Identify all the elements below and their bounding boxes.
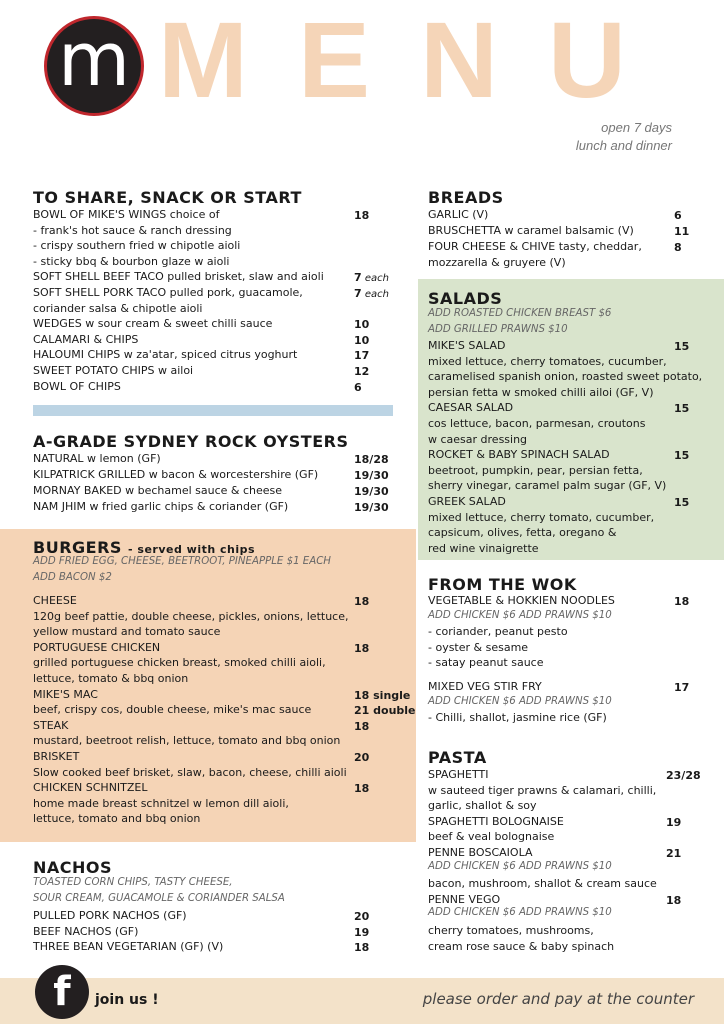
- list-item: lettuce, tomato & bbq onion: [33, 672, 189, 685]
- list-item: BOWL OF MIKE'S WINGS choice of: [33, 208, 220, 221]
- burgers-note: ADD FRIED EGG, CHEESE, BEETROOT, PINEAPPLE $1 EACH: [33, 556, 331, 567]
- page-title: MENU: [158, 0, 676, 120]
- item-price: 10: [354, 333, 370, 347]
- item-price: 19/30: [354, 485, 389, 498]
- list-item: - sticky bbq & bourbon glaze w aioli: [33, 254, 230, 268]
- item-price: 18: [354, 641, 370, 655]
- list-item: PENNE BOSCAIOLA: [428, 846, 533, 859]
- breads-heading: BREADS: [428, 188, 504, 207]
- list-item: BEEF NACHOS (GF): [33, 924, 139, 938]
- list-item: MORNAY BAKED w bechamel sauce & cheese: [33, 484, 283, 497]
- list-item: caramelised spanish onion, roasted sweet potato,: [428, 370, 703, 384]
- wok-option: - Chilli, shallot, jasmine rice (GF): [428, 711, 607, 724]
- join-us-link[interactable]: join us !: [95, 992, 159, 1008]
- wok-option: - oyster & sesame: [428, 641, 529, 654]
- item-price: 20: [354, 910, 370, 923]
- item-price: 7 each: [354, 271, 389, 285]
- wok-item-2-note: ADD CHICKEN $6 ADD PRAWNS $10: [428, 696, 612, 707]
- list-item: GARLIC (V): [428, 208, 489, 221]
- item-price: 21: [666, 847, 682, 860]
- nachos-heading: NACHOS: [33, 858, 113, 877]
- list-item: THREE BEAN VEGETARIAN (GF) (V): [33, 940, 224, 954]
- list-item: lettuce, tomato and bbq onion: [33, 812, 201, 826]
- item-price: 18: [354, 941, 370, 955]
- list-item: PENNE VEGO: [428, 892, 501, 906]
- list-item: PULLED PORK NACHOS (GF): [33, 909, 187, 922]
- item-price: 19/30: [354, 469, 389, 482]
- item-price: 15: [674, 340, 690, 353]
- list-item: CHEESE: [33, 594, 77, 607]
- list-item: w sauteed tiger prawns & calamari, chilli,: [428, 783, 657, 797]
- burgers-sub: - served with chips: [128, 543, 256, 556]
- list-item: GREEK SALAD: [428, 495, 506, 508]
- item-price: 15: [674, 496, 690, 509]
- burgers-note-bacon: ADD BACON $2: [33, 572, 112, 583]
- list-item: SWEET POTATO CHIPS w ailoi: [33, 364, 194, 377]
- list-item: - frank's hot sauce & ranch dressing: [33, 223, 232, 237]
- item-price: 19: [354, 925, 370, 939]
- item-price: 18: [354, 595, 370, 608]
- item-price: 21 double: [354, 704, 416, 718]
- pasta-heading: PASTA: [428, 748, 487, 767]
- list-item: CAESAR SALAD: [428, 401, 514, 415]
- item-price: 20: [354, 751, 370, 764]
- list-item: ADD CHICKEN $6 ADD PRAWNS $10: [428, 860, 612, 872]
- list-item: mustard, beetroot relish, lettuce, tomato and bbq onion: [33, 734, 341, 748]
- price-unit: each: [361, 273, 389, 285]
- item-price: 19: [666, 815, 682, 829]
- item-price: 18: [354, 719, 370, 733]
- salads-heading: SALADS: [428, 289, 503, 308]
- list-item: BRUSCHETTA w caramel balsamic (V): [428, 224, 634, 237]
- oysters-heading: A-GRADE SYDNEY ROCK OYSTERS: [33, 432, 349, 451]
- list-item: grilled portuguese chicken breast, smoked chilli aioli,: [33, 656, 326, 670]
- wok-item-2: MIXED VEG STIR FRY: [428, 680, 542, 693]
- list-item: HALOUMI CHIPS w za'atar, spiced citrus yoghurt: [33, 348, 298, 362]
- logo: [44, 16, 144, 116]
- list-item: mozzarella & gruyere (V): [428, 256, 566, 269]
- item-price: 15: [674, 402, 690, 416]
- item-price: 23/28: [666, 769, 701, 782]
- list-item: CALAMARI & CHIPS: [33, 332, 139, 346]
- item-price: 18: [354, 782, 370, 796]
- list-item: beef & veal bolognaise: [428, 830, 555, 844]
- list-item: ROCKET & BABY SPINACH SALAD: [428, 448, 610, 462]
- list-item: SPAGHETTI BOLOGNAISE: [428, 814, 564, 828]
- list-item: bacon, mushroom, shallot & cream sauce: [428, 877, 657, 891]
- list-item: SPAGHETTI: [428, 768, 489, 781]
- list-item: cream rose sauce & baby spinach: [428, 939, 615, 953]
- nachos-note-2: SOUR CREAM, GUACAMOLE & CORIANDER SALSA: [33, 893, 285, 904]
- list-item: WEDGES w sour cream & sweet chilli sauce: [33, 317, 273, 331]
- list-item: NATURAL w lemon (GF): [33, 452, 161, 465]
- list-item: mixed lettuce, cherry tomato, cucumber,: [428, 510, 655, 524]
- list-item: PORTUGUESE CHICKEN: [33, 640, 161, 654]
- order-note: please order and pay at the counter: [422, 990, 694, 1008]
- list-item: cherry tomatoes, mushrooms,: [428, 924, 594, 937]
- burgers-heading: [33, 538, 255, 557]
- list-item: home made breast schnitzel w lemon dill aioli,: [33, 796, 289, 810]
- item-price: 19/30: [354, 501, 389, 514]
- list-item: beef, crispy cos, double cheese, mike's mac sauce: [33, 703, 312, 717]
- item-price: 8: [674, 241, 682, 254]
- wok-option: - satay peanut sauce: [428, 656, 544, 669]
- wok-item-1: VEGETABLE & HOKKIEN NOODLES: [428, 594, 615, 607]
- salads-note: ADD ROASTED CHICKEN BREAST $6: [428, 308, 612, 319]
- list-item: MIKE'S SALAD: [428, 339, 506, 352]
- list-item: ADD CHICKEN $6 ADD PRAWNS $10: [428, 907, 612, 919]
- item-price: 12: [354, 365, 370, 378]
- list-item: FOUR CHEESE & CHIVE tasty, cheddar,: [428, 240, 642, 253]
- logo-letter: m: [57, 17, 131, 103]
- share-heading: TO SHARE, SNACK OR START: [33, 188, 302, 207]
- wok-item-1-price: 18: [674, 595, 690, 608]
- list-item: 120g beef pattie, double cheese, pickles, onions, lettuce,: [33, 609, 349, 623]
- list-item: KILPATRICK GRILLED w bacon & worcestershire (GF): [33, 468, 319, 481]
- wok-item-1-note: ADD CHICKEN $6 ADD PRAWNS $10: [428, 610, 612, 621]
- list-item: Slow cooked beef brisket, slaw, bacon, cheese, chilli aioli: [33, 765, 347, 779]
- burgers-title: BURGERS: [33, 538, 122, 557]
- item-price: 18: [354, 209, 370, 222]
- list-item: yellow mustard and tomato sauce: [33, 625, 221, 639]
- divider-bar: [33, 405, 393, 416]
- facebook-icon[interactable]: [35, 965, 89, 1019]
- price-unit: each: [361, 289, 389, 300]
- item-price: 6: [354, 380, 362, 394]
- list-item: w caesar dressing: [428, 432, 528, 446]
- list-item: coriander salsa & chipotle aioli: [33, 301, 203, 315]
- list-item: SOFT SHELL PORK TACO pulled pork, guacamole,: [33, 286, 303, 299]
- list-item: MIKE'S MAC: [33, 687, 98, 701]
- tagline-days: open 7 days: [601, 120, 672, 135]
- item-price: 11: [674, 225, 690, 238]
- item-price: 18: [666, 893, 682, 907]
- list-item: sherry vinegar, caramel palm sugar (GF, V): [428, 479, 667, 493]
- list-item: CHICKEN SCHNITZEL: [33, 781, 148, 795]
- item-price: 10: [354, 318, 370, 332]
- list-item: NAM JHIM w fried garlic chips & coriander (GF): [33, 500, 289, 513]
- list-item: STEAK: [33, 718, 69, 732]
- list-item: red wine vinaigrette: [428, 541, 539, 555]
- list-item: cos lettuce, bacon, parmesan, croutons: [428, 417, 646, 430]
- tagline-hours: lunch and dinner: [575, 138, 672, 153]
- list-item: BRISKET: [33, 750, 80, 763]
- list-item: garlic, shallot & soy: [428, 799, 537, 813]
- nachos-note: TOASTED CORN CHIPS, TASTY CHEESE,: [33, 877, 233, 888]
- list-item: - crispy southern fried w chipotle aioli: [33, 239, 241, 253]
- item-price: 15: [674, 449, 690, 463]
- list-item: persian fetta w smoked chilli ailoi (GF, V): [428, 385, 654, 399]
- wok-item-2-price: 17: [674, 681, 690, 694]
- wok-heading: FROM THE WOK: [428, 575, 577, 594]
- salads-note-2: ADD GRILLED PRAWNS $10: [428, 324, 568, 335]
- wok-option: - coriander, peanut pesto: [428, 625, 568, 638]
- list-item: BOWL OF CHIPS: [33, 379, 121, 393]
- list-item: capsicum, olives, fetta, oregano &: [428, 526, 617, 540]
- list-item: mixed lettuce, cherry tomatoes, cucumber,: [428, 354, 667, 368]
- item-price: 18 single: [354, 688, 411, 702]
- facebook-letter: f: [53, 969, 71, 1015]
- item-price: 18/28: [354, 453, 389, 466]
- item-price: 6: [674, 209, 682, 222]
- item-price: 7 each: [354, 287, 389, 300]
- list-item: SOFT SHELL BEEF TACO pulled brisket, slaw and aioli: [33, 270, 324, 284]
- item-price: 17: [354, 349, 370, 363]
- list-item: beetroot, pumpkin, pear, persian fetta,: [428, 463, 643, 477]
